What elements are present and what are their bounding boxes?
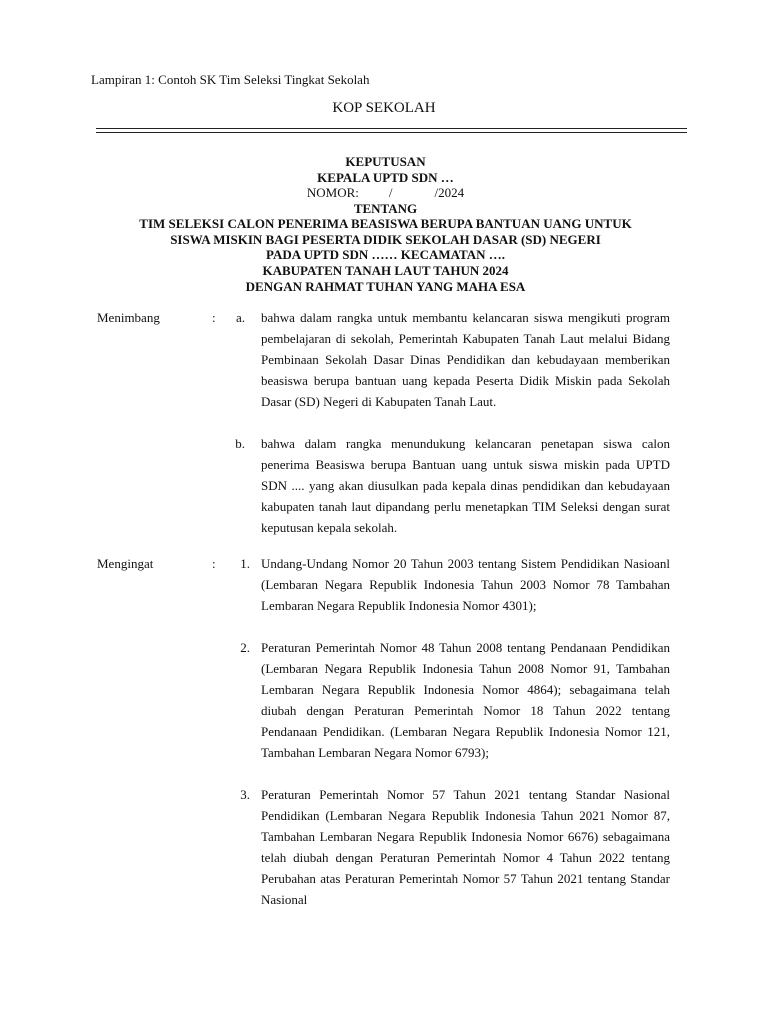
menimbang-label: Menimbang: [97, 310, 160, 325]
item-marker: b.: [235, 436, 245, 451]
decree-tentang: TENTANG: [353, 200, 418, 216]
mengingat-label: Mengingat: [97, 556, 154, 571]
decree-title: [80, 154, 691, 278]
item-text: Peraturan Pemerintah Nomor 57 Tahun 2021 tentang Standar Nasional Pendidikan (Lembaran Negara Republik Indonesia Tahun 2021 Nomor 87, Tambahan Lembaran Negara Republik Indonesia Nomor 6676) sebagaimana telah diubah dengan Peraturan Pemerintah Nomor 4 Tahun 2022 tentang Perubahan atas Peraturan Pemerintah Nomor 57 Tahun 2021 tentang Standar Nasional: [261, 787, 670, 907]
item-text: bahwa dalam rangka menundukung kelancaran penetapan siswa calon penerima Beasiswa berupa Bantuan uang untuk siswa miskin pada UPTD SDN .... yang akan diusulkan pada kepala dinas pendidikan dan kebudayaan kabupaten tanah laut dipandang perlu menetapkan TIM Seleksi dengan surat keputusan kepala sekolah.: [261, 436, 670, 535]
decree-number: [80, 185, 691, 201]
decree-subject-line: KABUPATEN TANAH LAUT TAHUN 2024: [262, 262, 509, 278]
item-text: Undang-Undang Nomor 20 Tahun 2003 tentang Sistem Pendidikan Nasioanl (Lembaran Negara Republik Indonesia Tahun 2003 Nomor 78 Tambahan Lembaran Negara Republik Indonesia Nomor 4301);: [261, 556, 670, 613]
item-marker: 2.: [240, 640, 250, 655]
decree-issuer: KEPALA UPTD SDN …: [317, 169, 454, 185]
decree-subject-line: PADA UPTD SDN …… KECAMATAN ….: [265, 247, 506, 262]
decree-number-label: NOMOR:: [306, 185, 359, 200]
school-letterhead: KOP SEKOLAH: [332, 100, 436, 116]
decree-subject-line: SISWA MISKIN BAGI PESERTA DIDIK SEKOLAH DASAR (SD) NEGERI: [170, 231, 601, 247]
attachment-caption: Lampiran 1: Contoh SK Tim Seleksi Tingkat Sekolah: [91, 72, 370, 87]
preamble-heading: DENGAN RAHMAT TUHAN YANG MAHA ESA: [245, 279, 526, 294]
mengingat-colon: :: [212, 556, 216, 571]
menimbang-colon: :: [212, 310, 216, 325]
item-text: Peraturan Pemerintah Nomor 48 Tahun 2008 tentang Pendanaan Pendidikan (Lembaran Negara Republik Indonesia Tahun 2008 Nomor 91, Tambahan Lembaran Negara Republik Indonesia Nomor 4864); sebagaimana telah diubah dengan Peraturan Pemerintah Nomor 18 Tahun 2022 tentang Pendanaan Pendidikan. (Lembaran Negara Republik Indonesia Nomor 121, Tambahan Lembaran Negara Nomor 6793);: [261, 640, 670, 760]
item-marker: 1.: [240, 556, 250, 571]
decree-number-year: /2024: [434, 185, 465, 200]
decree-number-separator: /: [388, 185, 393, 200]
item-text: bahwa dalam rangka untuk membantu kelancaran siswa mengikuti program pembelajaran di sekolah, Pemerintah Kabupaten Tanah Laut melalui Bidang Pembinaan Sekolah Dasar Dinas Pendidikan dan kebudayaan memberikan beasiswa berupa bantuan uang kepada Peserta Didik Miskin pada Sekolah Dasar (SD) Negeri di Kabupaten Tanah Laut.: [261, 310, 670, 409]
letterhead-divider: [96, 128, 687, 134]
decree-heading: KEPUTUSAN: [345, 154, 426, 169]
decree-subject-line: TIM SELEKSI CALON PENERIMA BEASISWA BERUPA BANTUAN UANG UNTUK: [139, 216, 632, 231]
item-marker: a.: [235, 310, 245, 325]
item-marker: 3.: [240, 787, 250, 802]
